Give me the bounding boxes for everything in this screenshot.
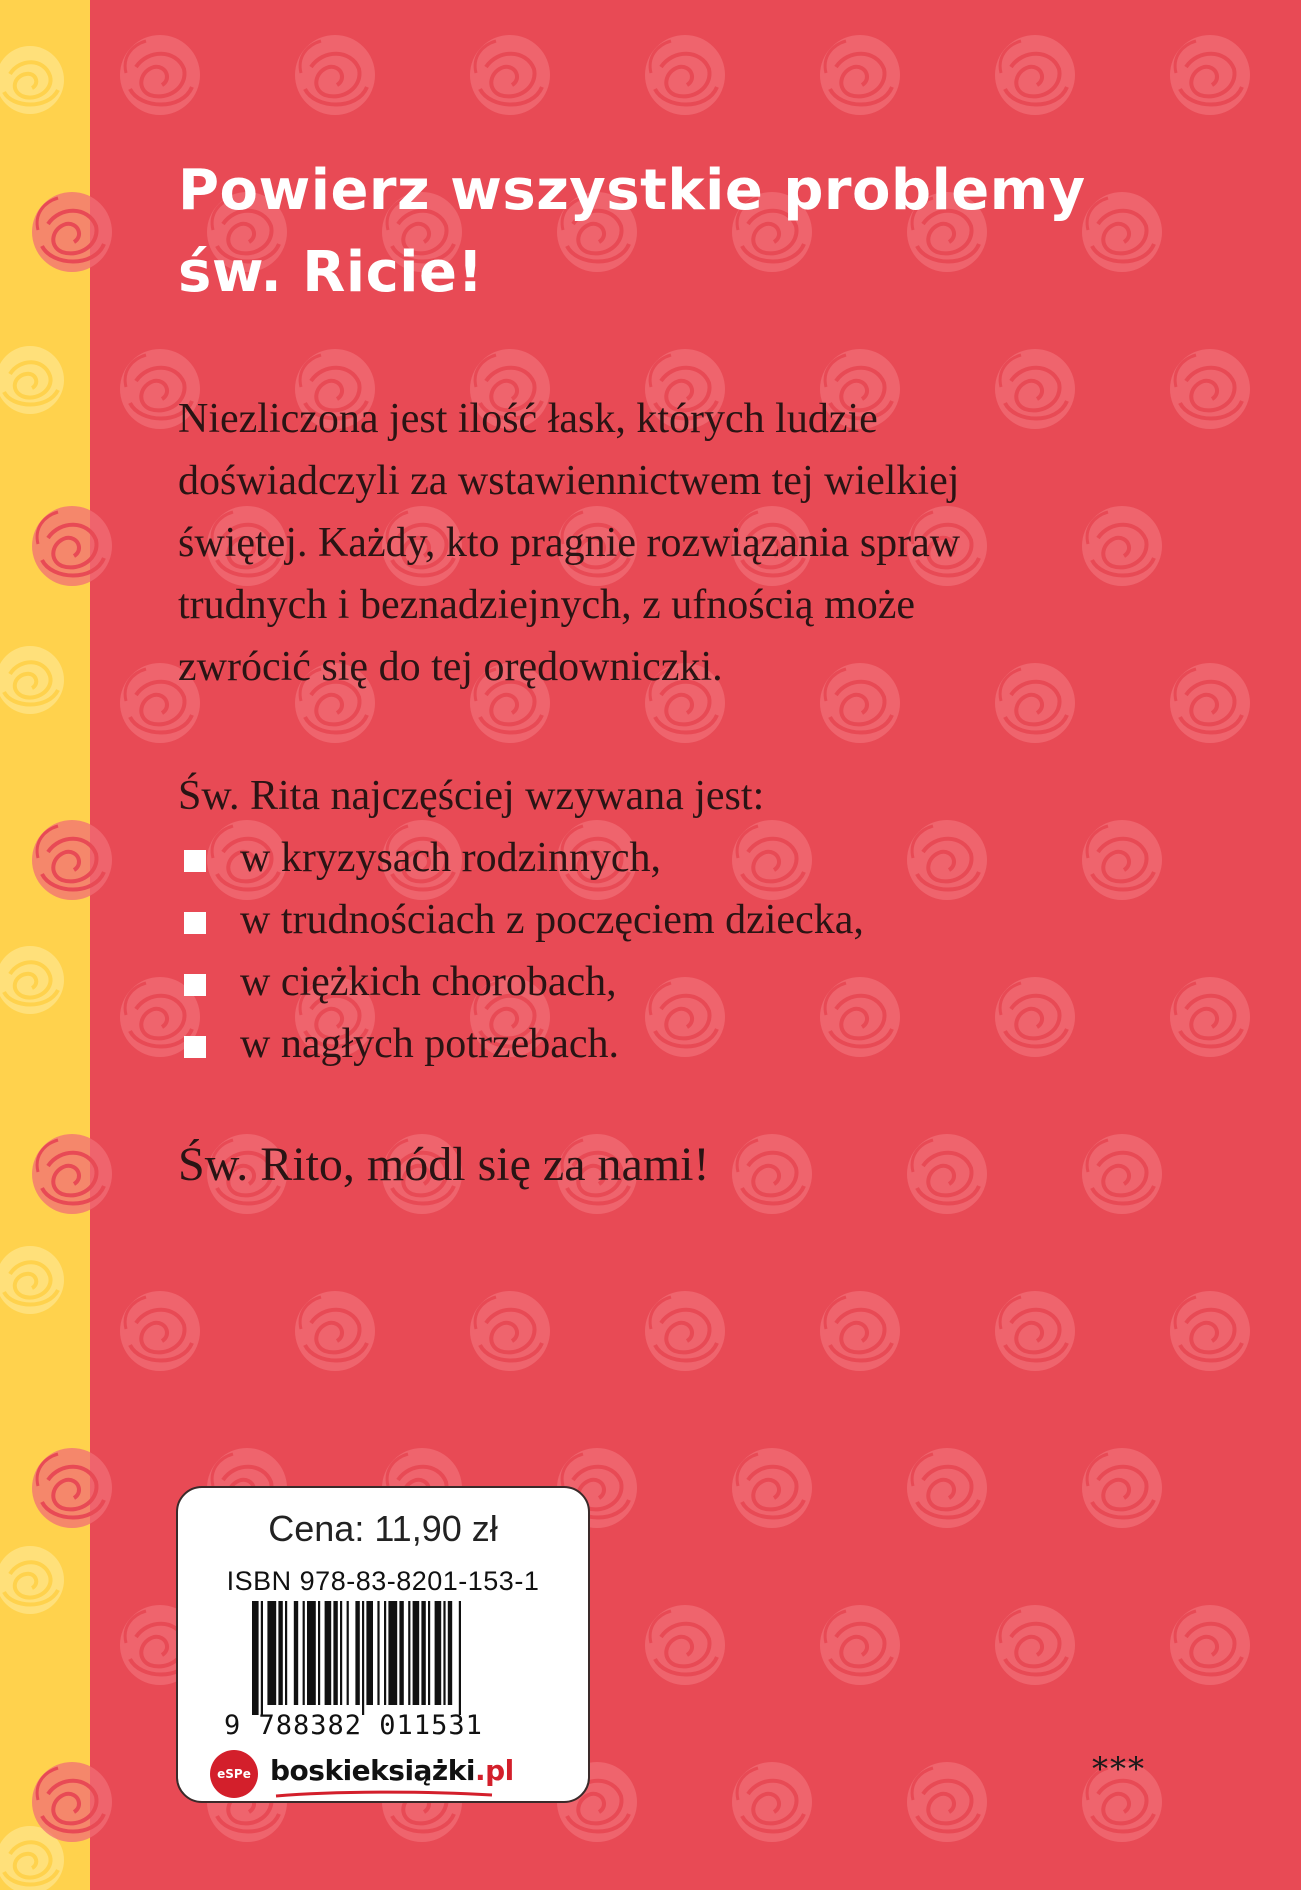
list-item [178, 827, 1138, 889]
barcode-bar [408, 1601, 410, 1705]
rose-icon [907, 1448, 987, 1528]
barcode-bar [421, 1601, 425, 1705]
invocation-intro: Św. Rita najczęściej wzywana jest: [178, 773, 765, 819]
closing-prayer: Św. Rito, módl się za nami! [178, 1138, 710, 1191]
rose-icon [995, 1605, 1075, 1685]
list-item-text: w ciężkich chorobach, [240, 959, 617, 1005]
headline-line-2: św. Ricie! [178, 240, 484, 305]
rose-icon [1170, 977, 1250, 1057]
barcode-digits: 9 788382 011531 [224, 1710, 483, 1741]
rose-icon [1170, 349, 1250, 429]
rose-icon [295, 1291, 375, 1371]
rose-icon [32, 820, 112, 900]
rose-icon [1082, 1448, 1162, 1528]
barcode-bar [384, 1601, 386, 1705]
barcode-bar [261, 1601, 263, 1715]
barcode-bar [285, 1601, 287, 1705]
rose-icon [820, 35, 900, 115]
barcode-bar [388, 1601, 397, 1705]
barcode-bar [443, 1601, 445, 1705]
rose-icon [32, 1448, 112, 1528]
barcode-bar [366, 1601, 373, 1705]
list-item-text: w nagłych potrzebach. [240, 1021, 620, 1067]
list-item [178, 951, 1138, 1013]
square-bullet-icon [184, 1036, 206, 1058]
barcode-bar [347, 1601, 349, 1705]
barcode-bar [413, 1601, 420, 1705]
paragraph-line: trudnych i beznadziejnych, z ufnością może [178, 582, 916, 628]
rose-icon [295, 35, 375, 115]
barcode-icon [252, 1601, 540, 1715]
square-bullet-icon [184, 850, 206, 872]
barcode-bar [278, 1601, 282, 1705]
barcode-bar [333, 1601, 337, 1705]
espe-logo-icon: eSPe [210, 1750, 258, 1798]
rose-icon [995, 35, 1075, 115]
rose-icon [732, 1448, 812, 1528]
rose-icon [32, 506, 112, 586]
headline-line-1: Powierz wszystkie problemy [178, 158, 1086, 223]
list-item-text: w trudnościach z poczęciem dziecka, [240, 897, 864, 943]
rose-icon [907, 1762, 987, 1842]
footer-asterisks: *** [1092, 1750, 1146, 1788]
paragraph-line: doświadczyli za wstawiennictwem tej wielkiej [178, 458, 960, 504]
rose-icon [32, 192, 112, 272]
swoosh-icon [274, 1790, 494, 1800]
rose-icon [820, 1605, 900, 1685]
barcode-bar [448, 1601, 452, 1705]
barcode-bar [399, 1601, 403, 1705]
barcode-bar [318, 1601, 320, 1705]
barcode-bar [325, 1601, 332, 1705]
rose-icon [732, 1762, 812, 1842]
barcode-bar [459, 1601, 461, 1715]
barcode-bar [252, 1601, 259, 1715]
rose-icon [32, 1762, 112, 1842]
invocation-list [178, 827, 1138, 1075]
price-barcode-label [176, 1486, 590, 1803]
barcode-bar [340, 1601, 342, 1705]
isbn-text: ISBN 978-83-8201-153-1 [226, 1566, 540, 1596]
invocation-section [178, 765, 1138, 1075]
barcode-bar [377, 1601, 379, 1705]
list-item-text: w kryzysach rodzinnych, [240, 835, 662, 881]
barcode-bar [294, 1601, 298, 1705]
publisher-url [270, 1754, 514, 1787]
list-item [178, 1013, 1138, 1075]
square-bullet-icon [184, 974, 206, 996]
publisher-name: boskieksiążki [270, 1754, 475, 1787]
rose-icon [645, 1291, 725, 1371]
publisher-row [210, 1746, 570, 1796]
rose-icon [1170, 35, 1250, 115]
price-text: Cena: 11,90 zł [268, 1508, 498, 1549]
rose-icon [120, 35, 200, 115]
rose-icon [1170, 1605, 1250, 1685]
paragraph-line: zwrócić się do tej orędowniczki. [178, 644, 723, 690]
barcode-bar [362, 1601, 364, 1715]
square-bullet-icon [184, 912, 206, 934]
rose-icon [645, 1605, 725, 1685]
barcode-bar [355, 1601, 359, 1705]
rose-icon [32, 1134, 112, 1214]
barcode-bar [435, 1601, 442, 1705]
rose-icon [820, 1291, 900, 1371]
paragraph-line: Niezliczona jest ilość łask, których ludzie [178, 396, 878, 442]
barcode-bar [267, 1601, 276, 1705]
barcode-bar [428, 1601, 430, 1705]
paragraph-line: świętej. Każdy, kto pragnie rozwiązania spraw [178, 520, 961, 566]
rose-icon [645, 35, 725, 115]
barcode-bar [303, 1601, 305, 1705]
publisher-tld: .pl [474, 1754, 514, 1787]
description-paragraph [178, 388, 1138, 698]
rose-icon [1170, 663, 1250, 743]
rose-icon [1170, 1291, 1250, 1371]
rose-icon [470, 35, 550, 115]
rose-icon [995, 1291, 1075, 1371]
barcode-bar [307, 1601, 316, 1705]
rose-icon [470, 1291, 550, 1371]
rose-icon [120, 1291, 200, 1371]
list-item [178, 889, 1138, 951]
headline-block [178, 150, 1178, 314]
